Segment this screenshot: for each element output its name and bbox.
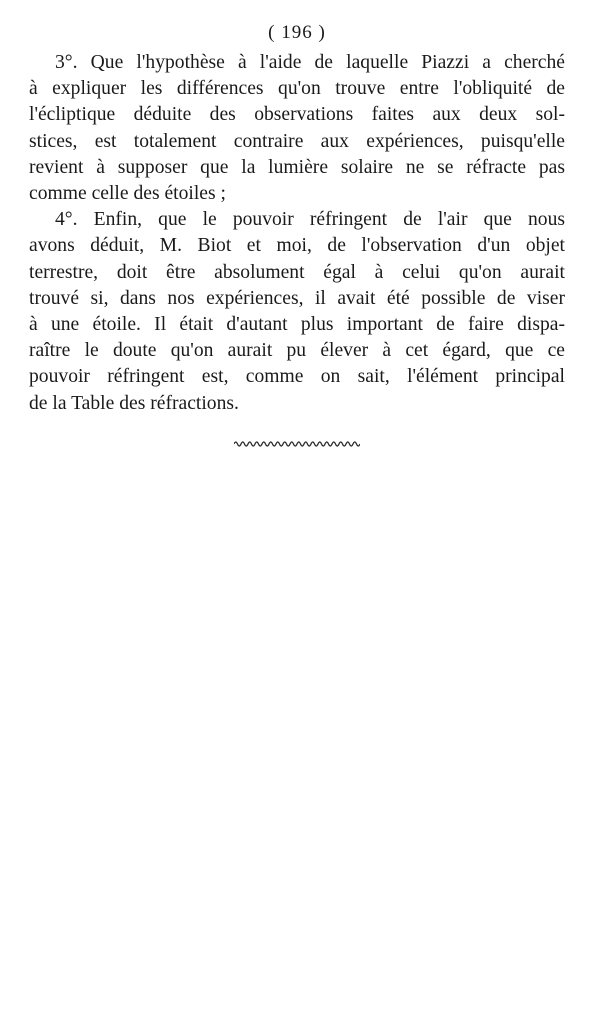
page-number: ( 196 ) <box>268 22 326 43</box>
body-text <box>29 50 565 417</box>
text-line: avons déduit, M. Biot et moi, de l'observation d'un objet <box>29 235 565 257</box>
paragraph-4 <box>29 207 565 417</box>
paragraph-3 <box>29 50 565 207</box>
text-line: revient à supposer que la lumière solaire ne se réfracte pas <box>29 156 565 178</box>
text-line: à une étoile. Il était d'autant plus important de faire dispa- <box>29 314 565 336</box>
text-line: 3°. Que l'hypothèse à l'aide de laquelle Piazzi a cherché <box>55 52 565 73</box>
text-line: terrestre, doit être absolument égal à celui qu'on aurait <box>29 261 565 283</box>
text-line: stices, est totalement contraire aux expériences, puisqu'elle <box>29 130 565 152</box>
text-line: 4°. Enfin, que le pouvoir réfringent de l'air que nous <box>55 209 565 231</box>
text-line: de la Table des réfractions. <box>29 392 239 414</box>
text-line: trouvé si, dans nos expériences, il avait été possible de viser <box>29 287 565 309</box>
text-line: comme celle des étoiles ; <box>29 183 226 205</box>
text-line: raître le doute qu'on aurait pu élever à cet égard, que ce <box>29 340 565 362</box>
text-line: l'écliptique déduite des observations faites aux deux sol- <box>29 104 565 126</box>
text-line: pouvoir réfringent est, comme on sait, l'élément principal <box>29 366 565 388</box>
text-line: à expliquer les différences qu'on trouve entre l'obliquité de <box>29 78 565 100</box>
decorative-rule <box>234 438 360 450</box>
